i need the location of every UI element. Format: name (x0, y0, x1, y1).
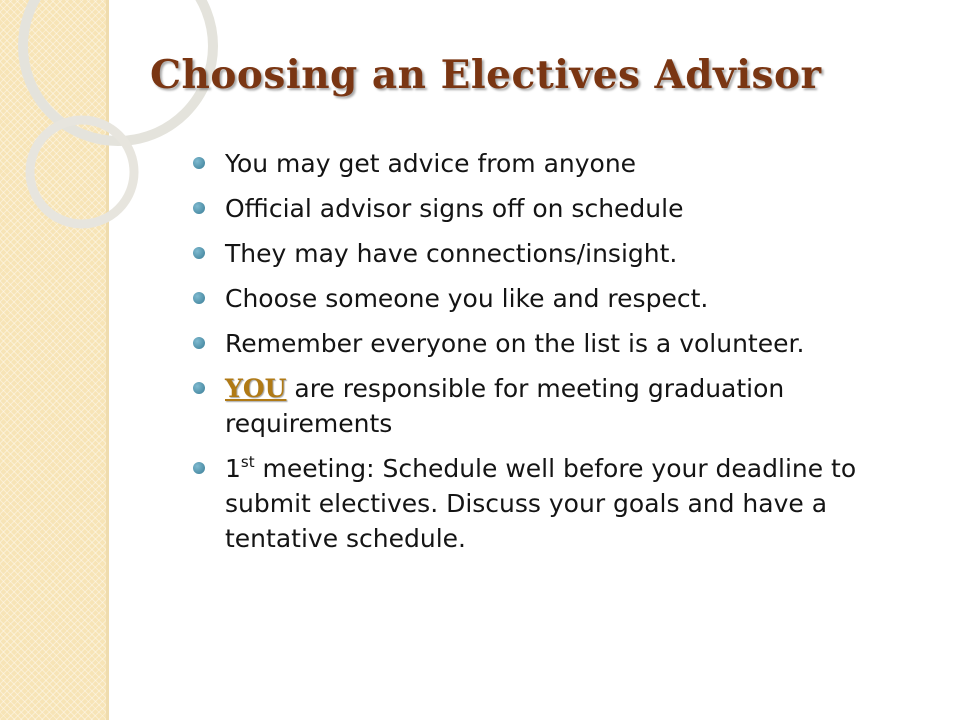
bullet-dot-icon (193, 157, 205, 169)
bullet-item (191, 326, 911, 361)
emphasis-you: YOU (225, 374, 287, 403)
bullet-text: You may get advice from anyone (225, 149, 637, 178)
bullet-dot-icon (193, 462, 205, 474)
bullet-item (191, 281, 911, 316)
bullet-dot-icon (193, 202, 205, 214)
bullet-list (191, 146, 911, 566)
ordinal-suffix: st (240, 453, 255, 471)
bullet-item-first-meeting (191, 451, 911, 556)
bullet-text: Choose someone you like and respect. (225, 284, 709, 313)
ordinal-number: 1 (225, 454, 241, 483)
bullet-dot-icon (193, 382, 205, 394)
bullet-dot-icon (193, 337, 205, 349)
bullet-text: meeting: Schedule well before your deadline to submit electives. Discuss your goals and have a tentative schedule. (225, 454, 857, 553)
bullet-text: Official advisor signs off on schedule (225, 194, 684, 223)
slide-title: Choosing an Electives Advisor (150, 52, 822, 98)
bullet-item (191, 191, 911, 226)
bullet-item (191, 236, 911, 271)
bullet-text: They may have connections/insight. (225, 239, 678, 268)
bullet-dot-icon (193, 292, 205, 304)
bullet-item (191, 146, 911, 181)
bullet-text: are responsible for meeting graduation requirements (225, 374, 785, 438)
bullet-dot-icon (193, 247, 205, 259)
bullet-text: Remember everyone on the list is a volunteer. (225, 329, 805, 358)
bullet-item-responsibility (191, 371, 911, 441)
